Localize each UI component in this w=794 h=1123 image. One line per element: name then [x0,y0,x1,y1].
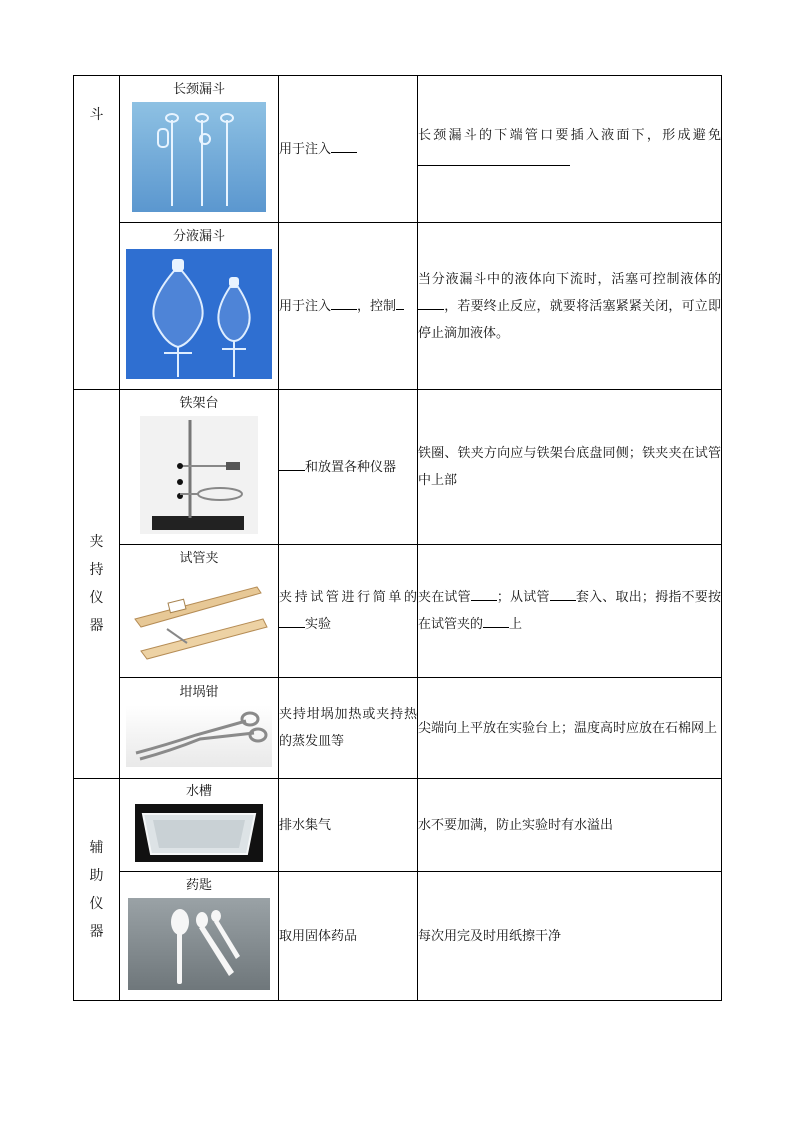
use-cell [279,223,418,390]
answer-blank[interactable] [418,151,570,166]
instrument-cell [120,76,279,223]
use-cell [279,390,418,545]
note-text: 每次用完及时用纸擦干净 [418,928,562,944]
instrument-cell [120,779,279,872]
instrument-name: 分液漏斗 [172,229,225,244]
answer-blank[interactable] [279,456,305,471]
use-text: 用于注入 [279,298,332,314]
long-neck-funnel-photo [132,102,266,212]
answer-blank[interactable] [331,295,357,310]
category-char: 斗 [89,107,104,123]
note-cell [418,76,722,223]
instrument-name: 药匙 [185,878,212,893]
instrument-name: 试管夹 [179,551,219,566]
table-row [74,390,722,545]
use-cell [279,76,418,223]
note-cell [418,872,722,1001]
note-text: 铁圈、铁夹方向应与铁架台底盘同侧；铁夹夹在试管中上部 [418,446,721,488]
use-cell [279,545,418,678]
answer-blank[interactable] [396,295,404,310]
category-char: 助 [89,867,104,884]
category-cell [74,390,120,779]
instrument-cell [120,390,279,545]
instrument-name: 长颈漏斗 [172,82,225,97]
category-char: 器 [89,923,104,940]
instrument-cell [120,223,279,390]
crucible-tongs-photo [126,705,272,767]
use-text: 夹持试管进行简单的 [279,590,417,605]
table-row [74,76,722,223]
note-cell [418,678,722,779]
answer-blank[interactable] [279,613,305,628]
note-text: 水不要加满，防止实验时有水溢出 [418,817,614,833]
note-text: ，若要终止反应，就要将活塞紧紧关闭，可立即停止滴加液体。 [418,298,721,341]
use-text: 排水集气 [279,817,332,833]
use-text: 实验 [305,617,332,632]
use-text: 用于注入 [279,141,332,157]
test-tube-holder-photo [127,571,271,667]
category-cell [74,779,120,1001]
answer-blank[interactable] [331,138,357,153]
note-cell [418,390,722,545]
note-cell [418,779,722,872]
instrument-name: 铁架台 [179,396,219,411]
medicine-spoon-photo [128,898,270,990]
note-text: ；从试管 [496,590,550,605]
use-text: ，控制 [357,298,397,314]
note-text: 上 [509,617,523,632]
instrument-cell [120,678,279,779]
instrument-table [73,75,722,1001]
category-char: 持 [89,562,104,578]
category-char: 夹 [89,534,104,550]
note-text: 当分液漏斗中的液体向下流时，活塞可控制液体的 [418,271,721,287]
category-cell [74,76,120,390]
table-row [74,545,722,678]
instrument-cell [120,545,279,678]
answer-blank[interactable] [418,295,444,310]
note-cell [418,223,722,390]
instrument-cell [120,872,279,1001]
table-row [74,872,722,1001]
table-row [74,779,722,872]
category-char: 仪 [89,895,104,912]
answer-blank[interactable] [471,586,497,601]
water-trough-photo [135,804,263,862]
category-char: 辅 [89,839,104,856]
use-cell [279,779,418,872]
use-text: 夹持坩埚加热或夹持热的蒸发皿等 [279,707,417,749]
iron-stand-photo [140,416,258,534]
use-text: 和放置各种仪器 [305,459,397,475]
category-char: 器 [89,618,104,634]
note-cell [418,545,722,678]
separatory-funnel-photo [126,249,272,379]
use-cell [279,678,418,779]
table-row [74,678,722,779]
answer-blank[interactable] [550,586,576,601]
category-char: 仪 [89,590,104,606]
instrument-name: 水槽 [185,784,212,799]
note-text: 尖端向上平放在实验台上；温度高时应放在石棉网上 [418,720,718,736]
table-row [74,223,722,390]
note-text: 套入、取出；拇指不要按在试管夹的 [418,590,721,632]
note-text: 长颈漏斗的下端管口要插入液面下，形成避免 [418,128,721,143]
use-text: 取用固体药品 [279,928,358,944]
instrument-name: 坩埚钳 [179,685,219,700]
use-cell [279,872,418,1001]
answer-blank[interactable] [483,613,509,628]
note-text: 夹在试管 [418,590,471,605]
